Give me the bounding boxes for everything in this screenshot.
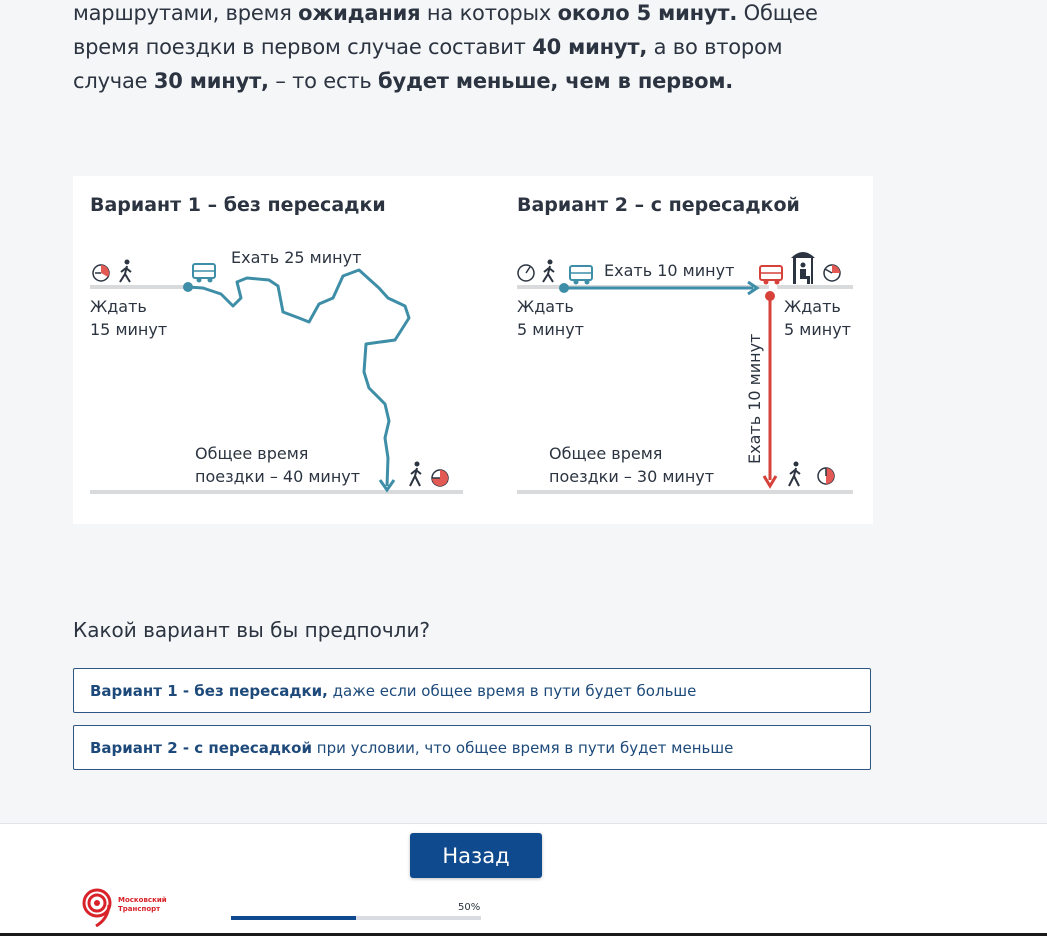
option-1-bold: Вариант 1 - без пересадки, — [90, 682, 328, 700]
logo-text-line-1: Московский — [118, 896, 167, 904]
variant1-total-label-2: поездки – 40 минут — [195, 467, 361, 486]
progress-label: 50% — [458, 902, 481, 913]
logo-text-line-2: Транспорт — [118, 905, 161, 913]
bold-run-1: 40 минут, — [532, 35, 648, 59]
progress-fill — [231, 916, 356, 920]
variant1-title: Вариант 1 – без пересадки — [90, 194, 386, 216]
option-1-text: даже если общее время в пути будет больше — [327, 682, 697, 700]
question-text: Какой вариант вы бы предпочли? — [73, 618, 431, 642]
logo-text — [118, 896, 178, 914]
logo-mark-icon — [80, 887, 116, 927]
clock-icon — [824, 265, 840, 281]
option-2-text: при условии, что общее время в пути будет меньше — [312, 739, 734, 757]
transfer-comparison-figure — [73, 176, 873, 524]
bus-icon — [193, 264, 215, 283]
intro-line-1 — [73, 0, 853, 30]
variant2-ride1-label: Ехать 10 минут — [604, 261, 735, 280]
intro-line-3 — [73, 64, 853, 98]
intro-paragraph — [73, 0, 853, 98]
text-run-2: а во втором — [647, 35, 783, 59]
variant2-total-label-2: поездки – 30 минут — [549, 467, 715, 486]
footer — [0, 823, 1047, 937]
back-button[interactable]: Назад — [410, 833, 542, 878]
variant2-total-label-1: Общее время — [549, 444, 663, 463]
variant2-start-dot — [559, 283, 569, 293]
clock-icon — [518, 265, 534, 281]
text-run-0: маршрутами, время — [73, 1, 299, 25]
bus-icon — [570, 266, 592, 285]
bus-stop-icon — [791, 252, 815, 284]
text-run-2: на которых — [420, 1, 558, 25]
clock-icon — [93, 265, 109, 281]
walking-person-icon — [120, 260, 131, 283]
text-run-0: время поездки в первом случае составит — [73, 35, 533, 59]
bold-run-1: 30 минут, — [153, 69, 269, 93]
text-run-2: – то есть — [268, 69, 379, 93]
bold-run-3: около 5 минут. — [557, 1, 738, 25]
option-variant-2[interactable] — [73, 725, 871, 770]
walking-person-icon — [543, 260, 554, 283]
variant2-title: Вариант 2 – с пересадкой — [517, 194, 800, 216]
intro-line-2 — [73, 30, 853, 64]
walking-person-icon — [410, 462, 421, 487]
variant2-ride2-label: Ехать 10 минут — [745, 333, 764, 464]
variant1-total-label-1: Общее время — [195, 444, 309, 463]
option-variant-1[interactable] — [73, 668, 871, 713]
variant1-ride-label: Ехать 25 минут — [231, 248, 362, 267]
text-run-4: Общее — [737, 1, 818, 25]
variant2-wait-b-label-1: Ждать — [784, 297, 841, 316]
bus-icon — [760, 266, 782, 285]
variant2-wait-b-label-2: 5 минут — [784, 320, 851, 339]
option-2-bold: Вариант 2 - с пересадкой — [90, 739, 312, 757]
moscow-transport-logo — [80, 887, 167, 931]
variant1-wait-label-2: 15 минут — [90, 320, 168, 339]
clock-icon — [818, 468, 834, 484]
variant1-wait-label-1: Ждать — [90, 297, 147, 316]
variant2-wait-a-label-2: 5 минут — [517, 320, 584, 339]
figure-svg — [73, 176, 873, 524]
bold-run-1: ожидания — [298, 1, 421, 25]
walking-person-icon — [789, 462, 800, 487]
text-run-0: случае — [73, 69, 154, 93]
clock-icon — [432, 470, 448, 486]
bold-run-3: будет меньше, чем в первом. — [378, 69, 734, 93]
variant2-wait-a-label-1: Ждать — [517, 297, 574, 316]
variant2-transfer-dot — [765, 291, 775, 301]
variant1-start-dot — [183, 282, 193, 292]
progress-track — [231, 916, 481, 920]
